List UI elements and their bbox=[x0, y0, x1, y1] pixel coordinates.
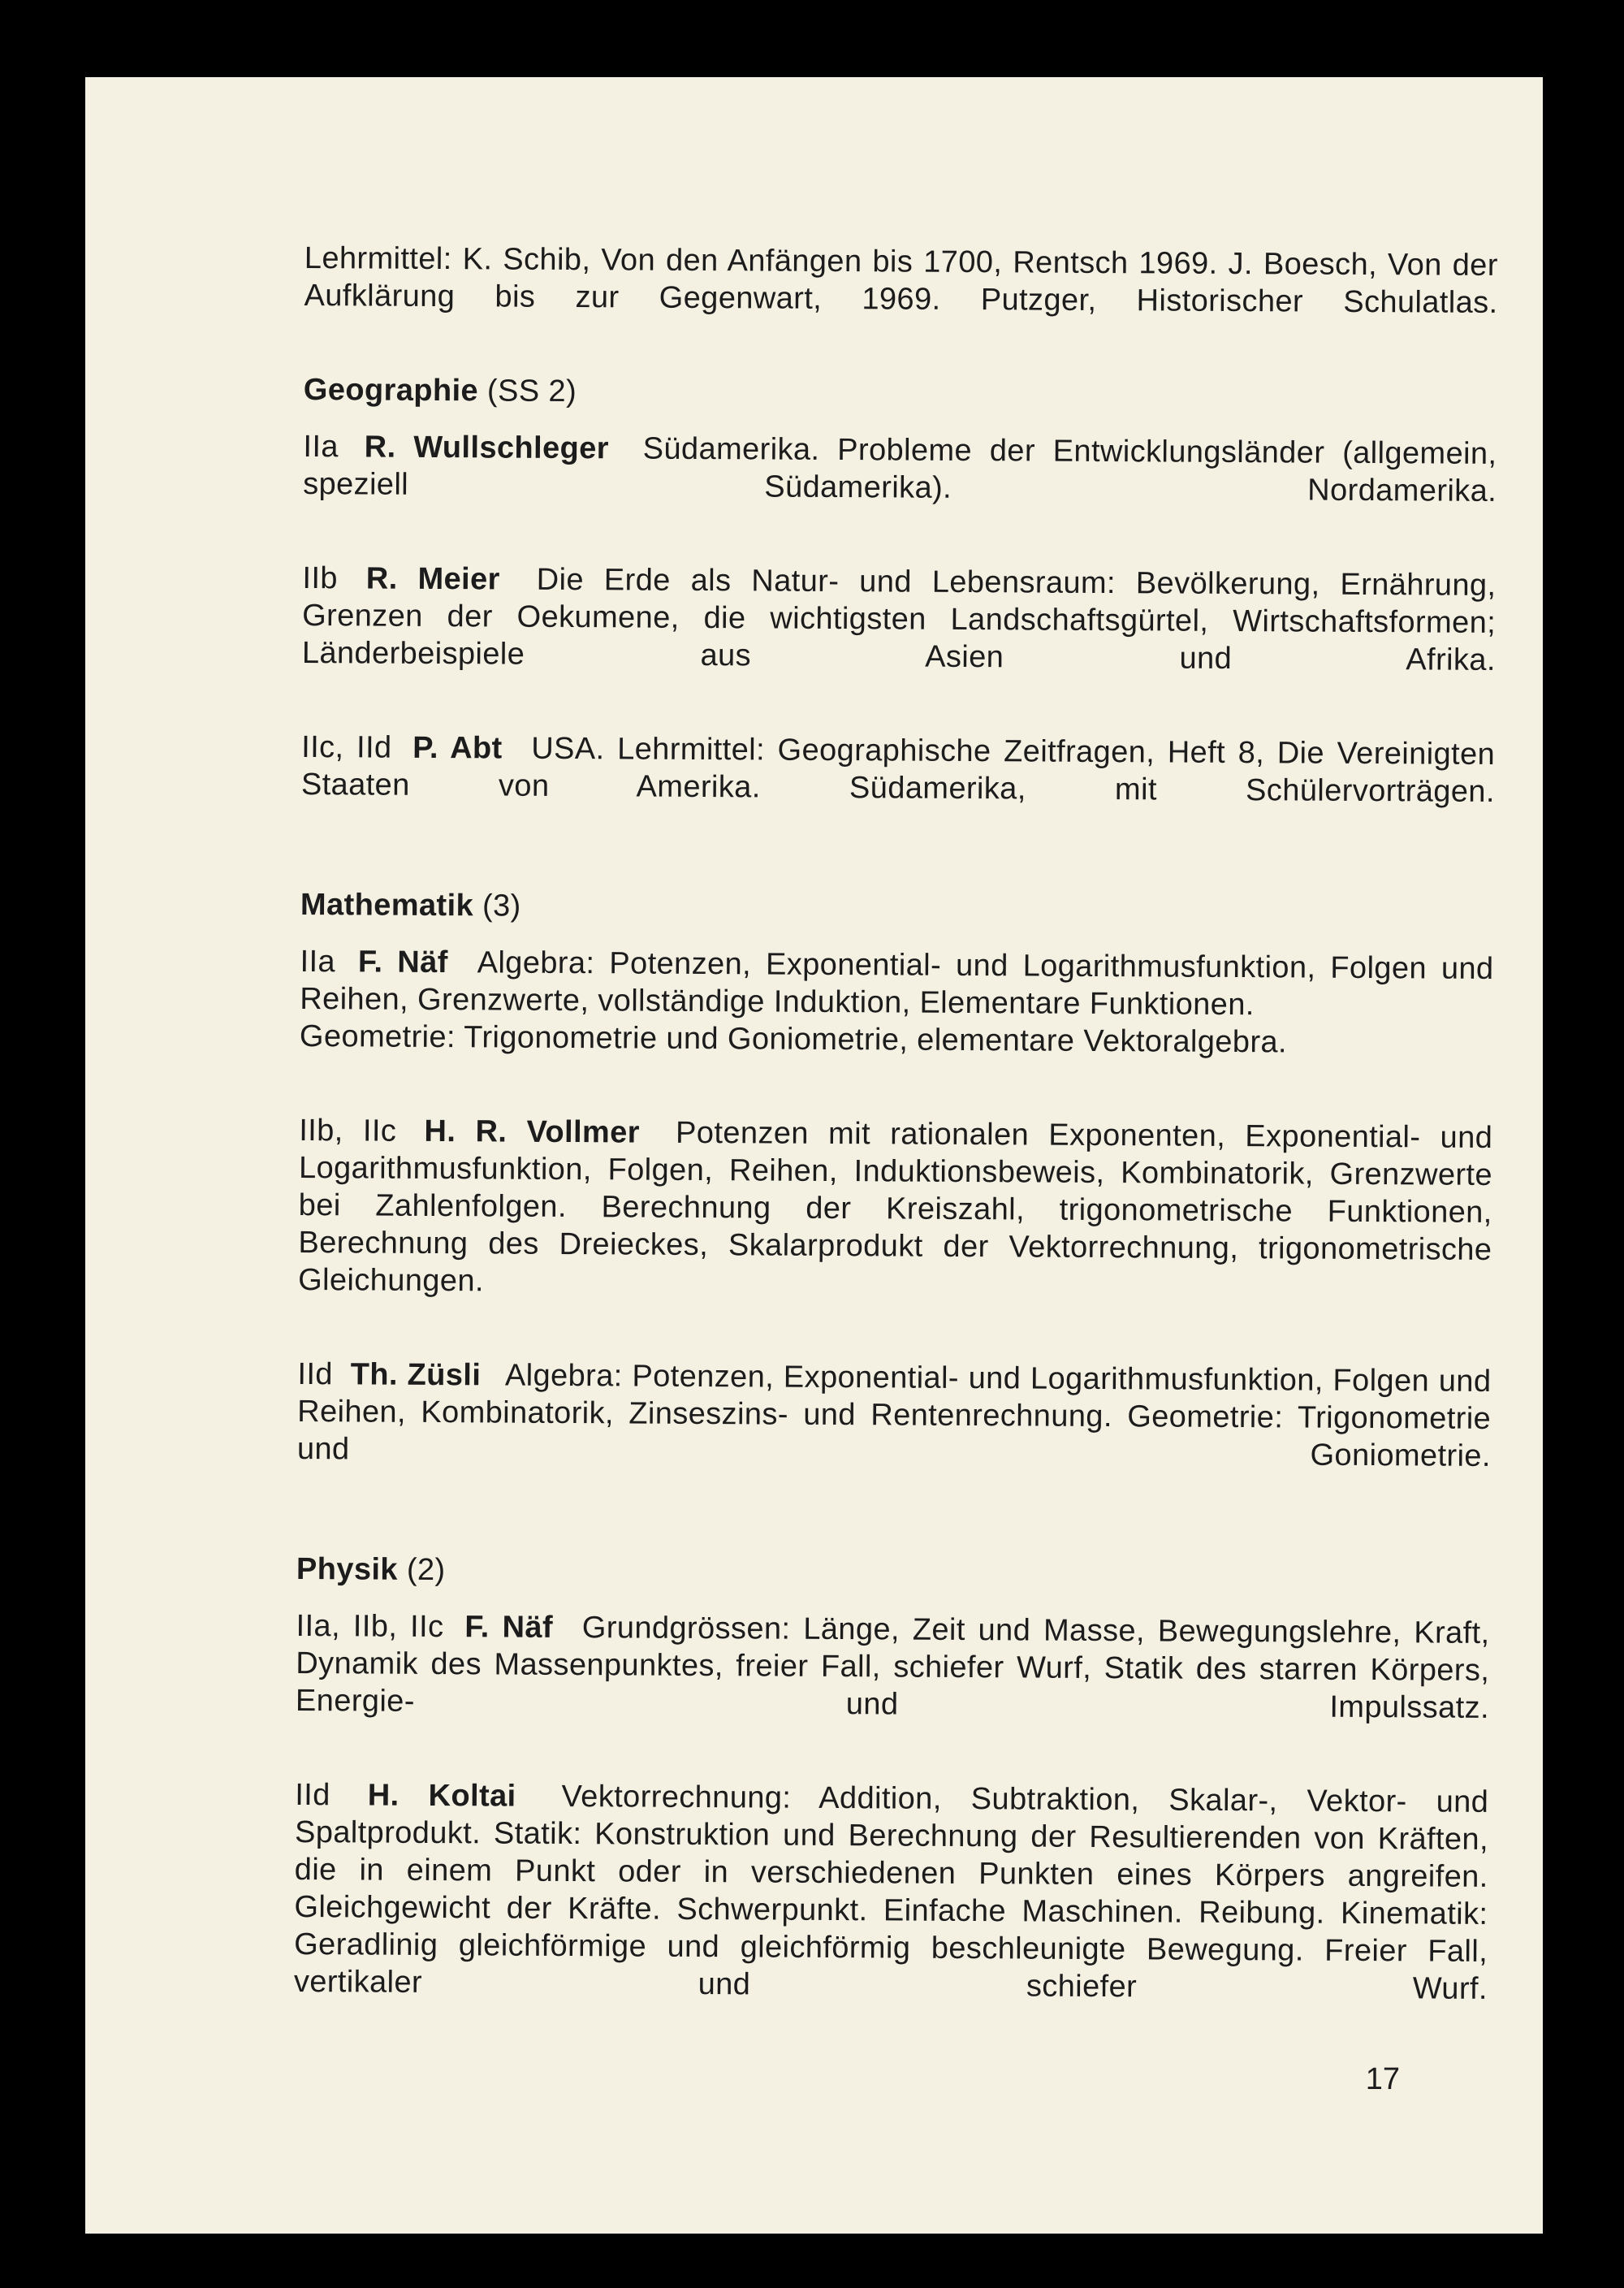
page-content bbox=[293, 240, 1498, 2065]
entry-classes: IIb, IIc bbox=[299, 1113, 397, 1148]
entry-classes: IIc, IId bbox=[301, 729, 392, 765]
entry-teacher: P. Abt bbox=[412, 730, 503, 766]
section-name: Geographie bbox=[303, 372, 479, 409]
page-number: 17 bbox=[1365, 2062, 1400, 2096]
entry-text: Grundgrössen: Länge, Zeit und Masse, Bewegungslehre, Kraft, Dynamik des Massenpunktes, freier Fall, schiefer Wurf, Statik des starren Körpers, Energie- und Impulssatz. bbox=[295, 1611, 1490, 1725]
entry-mathematik-iid bbox=[296, 1356, 1491, 1512]
entry-classes: IIa, IIb, IIc bbox=[296, 1608, 444, 1645]
section-title-physik bbox=[296, 1551, 1490, 1595]
entry-geographie-iia bbox=[303, 428, 1497, 547]
entry-teacher: H. Koltai bbox=[367, 1778, 516, 1814]
section-title-geographie bbox=[304, 371, 1497, 416]
document-page bbox=[85, 77, 1543, 2234]
entry-physik-iia-iib-iic bbox=[296, 1607, 1490, 1764]
entry-text: Vektorrechnung: Addition, Subtraktion, Skalar-, Vektor- und Spaltprodukt. Statik: Konstruktion und Berechnung der Resultierenden von Kräften, die in einem Punkt oder in verschiedenen Punkten eines Körpers angreifen. Gleichgewicht der Kräfte. Schwerpunkt. Einfache Maschinen. Reibung. Kinematik: Geradlinig gleichförmige und gleichförmig beschleunigte Bewegung. Freier Fall, vertikaler und schiefer Wurf. bbox=[293, 1779, 1489, 2006]
section-hours: (2) bbox=[406, 1552, 446, 1588]
entry-teacher: F. Näf bbox=[464, 1610, 554, 1645]
entry-text: USA. Lehrmittel: Geographische Zeitfragen, Heft 8, Die Vereinigten Staaten von Amerika. Südamerika, mit Schülervorträgen. bbox=[300, 731, 1496, 809]
intro-paragraph: Lehrmittel: K. Schib, Von den Anfängen bis 1700, Rentsch 1969. J. Boesch, Von der Aufklärung bis zur Gegenwart, 1969. Putzger, Historischer Schulatlas. bbox=[304, 240, 1498, 320]
entry-classes: IId bbox=[297, 1356, 334, 1392]
entry-classes: IIa bbox=[300, 944, 336, 980]
section-name: Mathematik bbox=[300, 887, 474, 923]
entry-mathematik-iib-iic bbox=[298, 1112, 1493, 1343]
entry-geographie-iic-iid bbox=[300, 729, 1495, 848]
entry-text: Algebra: Potenzen, Exponential- und Logarithmusfunktion, Folgen und Reihen, Grenzwerte, vollständige Induktion, Elementare Funktionen. bbox=[300, 945, 1494, 1023]
section-title-mathematik bbox=[300, 886, 1494, 931]
entry-classes: IId bbox=[295, 1777, 330, 1813]
entry-classes: IIa bbox=[303, 429, 339, 465]
entry-teacher: R. Wullschleger bbox=[364, 430, 610, 466]
section-hours: (SS 2) bbox=[486, 374, 577, 409]
section-hours: (3) bbox=[482, 889, 521, 923]
entry-teacher: H. R. Vollmer bbox=[424, 1114, 641, 1150]
entry-text: Die Erde als Natur- und Lebensraum: Bevölkerung, Ernährung, Grenzen der Oekumene, die wichtigsten Landschaftsgürtel, Wirtschaftsformen; Länderbeispiele aus Asien und Afrika. bbox=[301, 562, 1497, 677]
entry-teacher: R. Meier bbox=[365, 561, 500, 597]
entry-teacher: F. Näf bbox=[357, 945, 448, 980]
entry-mathematik-iia bbox=[300, 943, 1494, 1100]
entry-text: Südamerika. Probleme der Entwicklungsländer (allgemein, speziell Südamerika). Nordamerika. bbox=[303, 431, 1497, 508]
entry-text: Potenzen mit rationalen Exponenten, Exponential- und Logarithmusfunktion, Folgen, Reihen, Induktionsbeweis, Kombinatorik, Grenzwerte bei Zahlenfolgen. Berechnung der Kreiszahl, trigonometrische Funktionen, Berechnung des Dreieckes, Skalarprodukt der Vektorrechnung, trigonometrische Gleichungen. bbox=[298, 1115, 1493, 1299]
section-name: Physik bbox=[296, 1551, 399, 1587]
entry-teacher: Th. Züsli bbox=[350, 1357, 482, 1393]
entry-geographie-iib bbox=[301, 560, 1496, 716]
entry-extra-text: Geometrie: Trigonometrie und Goniometrie, elementare Vektoralgebra. bbox=[299, 1019, 1288, 1060]
entry-classes: IIb bbox=[302, 560, 339, 596]
entry-physik-iid bbox=[293, 1776, 1488, 2045]
entry-text: Algebra: Potenzen, Exponential- und Logarithmusfunktion, Folgen und Reihen, Kombinatorik, Zinseszins- und Rentenrechnung. Geometrie: Trigonometrie und Goniometrie. bbox=[296, 1358, 1492, 1473]
